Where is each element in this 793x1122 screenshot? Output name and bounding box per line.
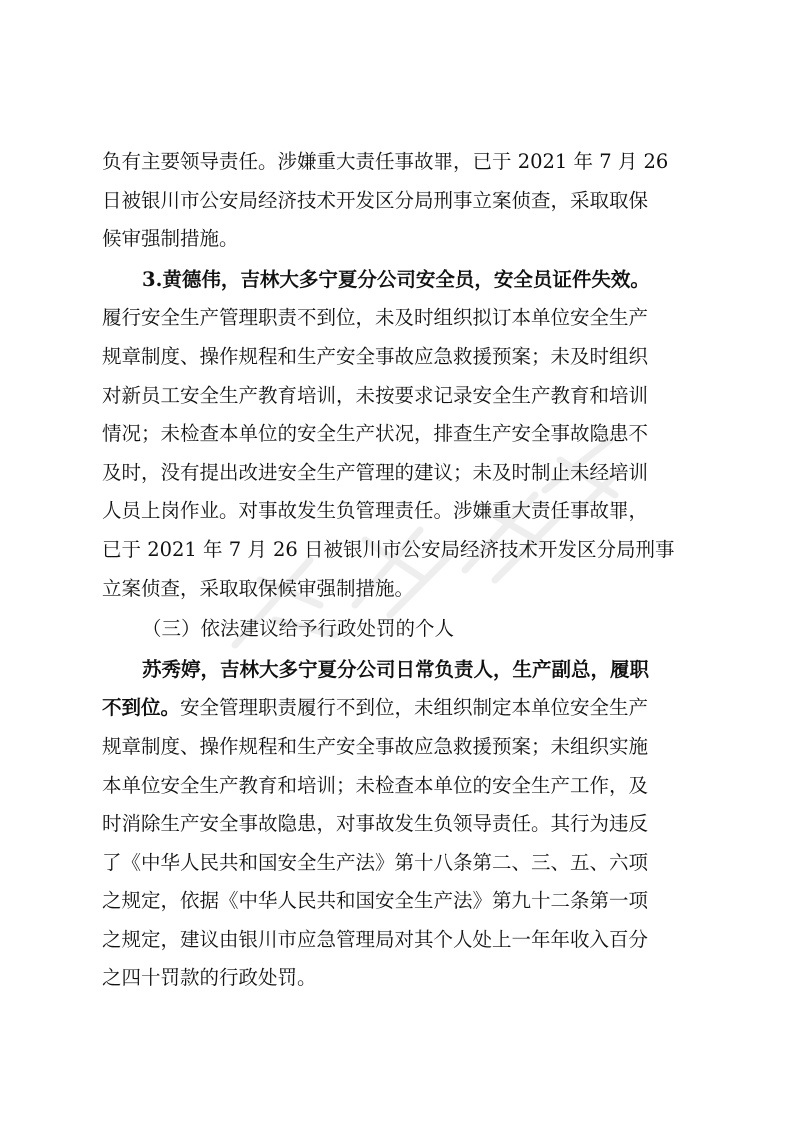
text-line-rest: 安全管理职责履行不到位，未组织制定本单位安全生产 (180, 696, 649, 720)
paragraph-lead-bold: 苏秀婷，吉林大多宁夏分公司日常负责人，生产副总，履职 (142, 657, 650, 681)
text-line (102, 689, 692, 728)
text-line: 及时，没有提出改进安全生产管理的建议；未及时制止未经培训 (102, 460, 649, 484)
text-line: 规章制度、操作规程和生产安全事故应急救援预案；未组织实施 (102, 734, 649, 758)
paragraph-liability-continuation (102, 143, 692, 259)
text-line: 候审强制措施。 (102, 227, 239, 251)
text-line: 已于 2021 年 7 月 26 日被银川市公安局经济技术开发区分局刑事 (102, 537, 675, 561)
text-line: 人员上岗作业。对事故发生负管理责任。涉嫌重大责任事故罪， (102, 499, 649, 523)
text-line: 之规定，依据《中华人民共和国安全生产法》第九十二条第一项 (102, 889, 649, 913)
text-line: 对新员工安全生产教育培训，未按要求记录安全生产教育和培训 (102, 383, 649, 407)
text-line: 规章制度、操作规程和生产安全事故应急救援预案；未及时组织 (102, 344, 649, 368)
document-body (102, 143, 692, 998)
text-line: 本单位安全生产教育和培训；未检查本单位的安全生产工作，及 (102, 773, 649, 797)
text-line: 负有主要领导责任。涉嫌重大责任事故罪，已于 2021 年 7 月 26 (102, 150, 669, 173)
paragraph-huang-dewei (102, 261, 692, 608)
text-line: 履行安全生产管理职责不到位，未及时组织拟订本单位安全生产 (102, 306, 649, 330)
text-line: 了《中华人民共和国安全生产法》第十八条第二、三、五、六项 (102, 850, 649, 874)
text-line: 之四十罚款的行政处罚。 (102, 966, 317, 990)
paragraph-su-xiuting (102, 651, 692, 998)
text-line: 日被银川市公安局经济技术开发区分局刑事立案侦查，采取取保 (102, 188, 649, 212)
section-heading-text: （三）依法建议给予行政处罚的个人 (142, 617, 455, 641)
text-line: 立案侦查，采取取保候审强制措施。 (102, 576, 415, 600)
paragraph-lead-bold: 3.黄德伟，吉林大多宁夏分公司安全员，安全员证件失效。 (142, 267, 650, 291)
text-line: 之规定，建议由银川市应急管理局对其个人处上一年年收入百分 (102, 927, 649, 951)
text-line: 时消除生产安全事故隐患，对事故发生负领导责任。其行为违反 (102, 812, 649, 836)
text-line: 情况；未检查本单位的安全生产状况，排查生产安全事故隐患不 (102, 422, 649, 446)
paragraph-lead-bold-end: 不到位。 (102, 696, 181, 720)
section-heading (102, 610, 692, 649)
